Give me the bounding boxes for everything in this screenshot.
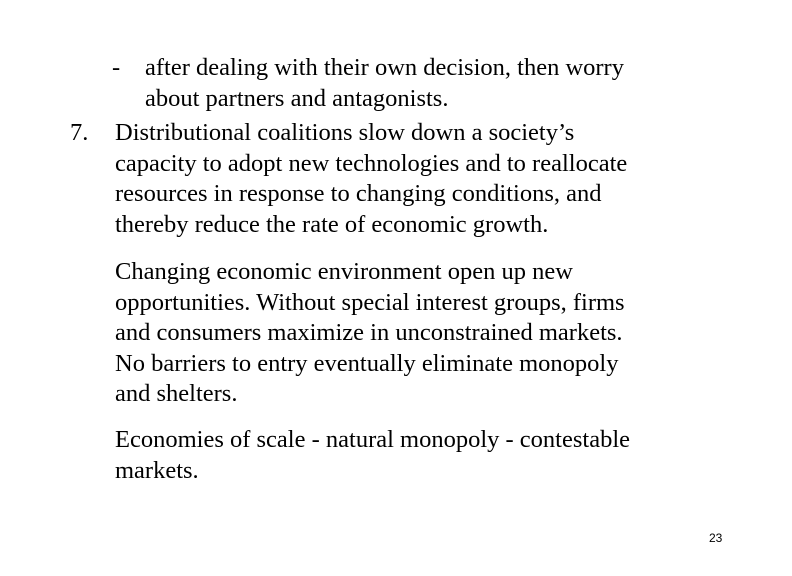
paragraph-changing-environment: [115, 257, 625, 410]
paragraph-line: and consumers maximize in unconstrained markets.: [115, 319, 623, 346]
paragraph-line: opportunities. Without special interest groups, firms: [115, 288, 625, 316]
item-line: thereby reduce the rate of economic growth.: [115, 210, 549, 238]
sub-bullet-line: about partners and antagonists.: [145, 84, 449, 112]
sub-bullet-marker: -: [112, 54, 121, 81]
item-line: capacity to adopt new technologies and to reallocate: [115, 149, 628, 177]
paragraph-line: No barriers to entry eventually eliminate monopoly: [115, 349, 619, 377]
item-number: 7.: [70, 119, 89, 146]
paragraph-line: Changing economic environment open up new: [115, 258, 573, 285]
paragraph-line: and shelters.: [115, 380, 238, 407]
item-text: [115, 118, 627, 240]
paragraph-line: Economies of scale - natural monopoly - contestable: [115, 426, 631, 453]
sub-bullet-line: after dealing with their own decision, then worry: [145, 54, 624, 81]
page-number: 23: [709, 531, 723, 545]
paragraph-line: markets.: [115, 456, 199, 484]
item-line: resources in response to changing conditions, and: [115, 180, 602, 207]
paragraph-economies-of-scale: [115, 425, 630, 486]
item-line: Distributional coalitions slow down a society’s: [115, 119, 575, 146]
sub-bullet-text: [145, 53, 624, 114]
